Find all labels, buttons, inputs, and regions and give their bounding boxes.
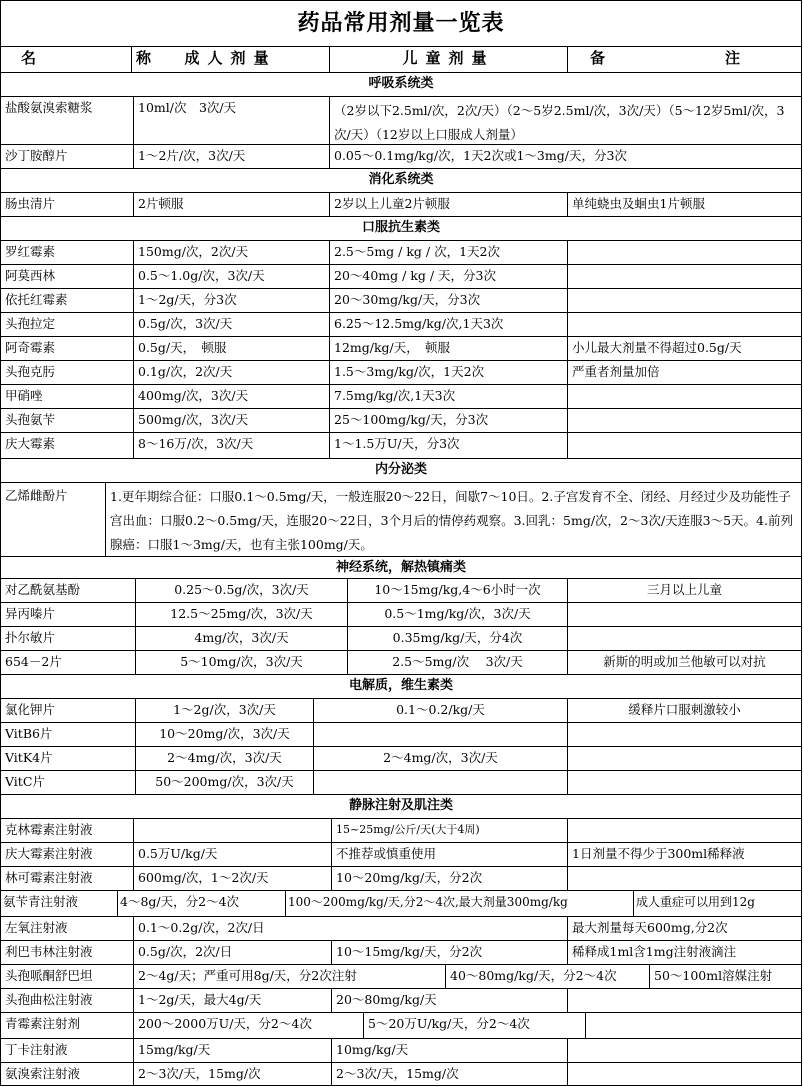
drug-name: 扑尔敏片 xyxy=(5,630,56,645)
child-dose: 6.25～12.5mg/kg/次,1天3次 xyxy=(329,313,567,336)
child-dose: 40～80mg/kg/天，分2～4次 xyxy=(445,965,649,988)
adult-dose: 10ml/次 3次/天 xyxy=(133,97,329,144)
adult-dose: 50～200mg/次，3次/天 xyxy=(135,771,313,794)
adult-dose: 15mg/kg/天 xyxy=(133,1039,331,1062)
table-row xyxy=(0,264,802,288)
table-row xyxy=(0,360,802,384)
note: 新斯的明或加兰他敏可以对抗 xyxy=(567,651,801,674)
child-dose: （2岁以下2.5ml/次，2次/天）（2～5岁2.5ml/次，3次/天）（5～12岁5ml/次，3次/天）（12岁以上口服成人剂量） xyxy=(329,97,801,144)
adult-dose: 0.25～0.5g/次，3次/天 xyxy=(135,579,347,602)
table-row xyxy=(0,964,802,988)
child-dose: 0.05～0.1mg/kg/次，1天2次或1～3mg/天，分3次 xyxy=(329,145,801,168)
adult-dose: 10～20mg/次，3次/天 xyxy=(135,723,313,746)
adult-dose: 0.5g/天， 顿服 xyxy=(133,337,329,360)
page-title: 药品常用剂量一览表 xyxy=(297,10,505,36)
drug-name: 氨溴索注射液 xyxy=(5,1066,81,1081)
adult-dose: 200～2000万U/天，分2～4次 xyxy=(133,1013,363,1038)
header-note: 备 注 xyxy=(567,47,801,72)
header-row xyxy=(0,46,802,72)
section-title: 神经系统，解热镇痛类 xyxy=(335,560,466,575)
drug-name: 林可霉素注射液 xyxy=(5,870,93,885)
note xyxy=(567,747,801,770)
adult-dose: 2～4g/天；严重可用8g/天，分2次注射 xyxy=(133,965,445,988)
adult-dose: 8～16万/次，3次/天 xyxy=(133,433,329,458)
adult-dose: 0.1～0.2g/次，2次/日 xyxy=(133,917,567,940)
child-dose: 20～30mg/kg/天，分3次 xyxy=(329,289,567,312)
child-dose: 10～20mg/kg/天，分2次 xyxy=(331,867,567,890)
note xyxy=(585,1013,801,1038)
table-row xyxy=(0,698,802,722)
section-row xyxy=(0,72,802,96)
table-row xyxy=(0,746,802,770)
adult-dose: 150mg/次，2次/天 xyxy=(133,241,329,264)
table-row xyxy=(0,722,802,746)
header-adult: 成人剂量 xyxy=(131,47,329,72)
note: 小儿最大剂量不得超过0.5g/天 xyxy=(567,337,801,360)
section-title: 静脉注射及肌注类 xyxy=(348,798,453,813)
table-row xyxy=(0,96,802,144)
adult-dose: 4～8g/天，分2～4次 xyxy=(117,891,285,916)
adult-dose: 1～2g/天，最大4g/天 xyxy=(133,989,331,1012)
note xyxy=(567,771,801,794)
table-row xyxy=(0,988,802,1012)
drug-name: 利巴韦林注射液 xyxy=(5,944,93,959)
adult-dose: 0.5g/次，2次/日 xyxy=(133,941,331,964)
drug-name: 乙烯雌酚片 xyxy=(5,488,68,503)
child-dose: 5～20万U/kg/天，分2～4次 xyxy=(363,1013,585,1038)
table-row xyxy=(0,940,802,964)
child-dose: 15~25mg/公斤/天(大于4周) xyxy=(331,819,567,842)
child-dose: 0.1～0.2/kg/天 xyxy=(313,699,567,722)
drug-name: 头孢克肟 xyxy=(5,364,56,379)
drug-name: 左氧注射液 xyxy=(5,920,68,935)
child-dose: 10～15mg/kg,4～6小时一次 xyxy=(347,579,567,602)
child-dose: 25～100mg/kg/天，分3次 xyxy=(329,409,567,432)
adult-dose: 4mg/次，3次/天 xyxy=(135,627,347,650)
section-title: 口服抗生素类 xyxy=(361,220,440,235)
drug-name: 青霉素注射剂 xyxy=(5,1016,81,1031)
drug-name: 依托红霉素 xyxy=(5,292,68,307)
note xyxy=(567,289,801,312)
drug-name: 甲硝唑 xyxy=(5,388,43,403)
table-row xyxy=(0,1038,802,1062)
child-dose: 1.5～3mg/kg/次，1天2次 xyxy=(329,361,567,384)
table-row xyxy=(0,650,802,674)
note: 最大剂量每天600mg,分2次 xyxy=(567,917,801,940)
table-row xyxy=(0,144,802,168)
note: 单纯蛲虫及蛔虫1片顿服 xyxy=(567,193,801,216)
table-row xyxy=(0,626,802,650)
child-dose: 0.35mg/kg/天，分4次 xyxy=(347,627,567,650)
note xyxy=(567,1039,801,1062)
note xyxy=(567,409,801,432)
drug-name: VitK4片 xyxy=(5,750,53,765)
table-row xyxy=(0,288,802,312)
table-row xyxy=(0,312,802,336)
child-dose: 2～4mg/次，3次/天 xyxy=(313,747,567,770)
child-dose xyxy=(313,771,567,794)
adult-dose: 1～2片/次，3次/天 xyxy=(133,145,329,168)
table-row xyxy=(0,916,802,940)
child-dose: 2.5～5mg / kg / 次，1天2次 xyxy=(329,241,567,264)
child-dose: 10mg/kg/天 xyxy=(331,1039,567,1062)
note: 三月以上儿童 xyxy=(567,579,801,602)
adult-dose xyxy=(133,819,331,842)
note xyxy=(567,989,801,1012)
drug-name: 克林霉素注射液 xyxy=(5,822,93,837)
adult-dose: 0.5g/次，3次/天 xyxy=(133,313,329,336)
note: 缓释片口服刺激较小 xyxy=(567,699,801,722)
note: 稀释成1ml含1mg注射液滴注 xyxy=(567,941,801,964)
note xyxy=(567,313,801,336)
table-row xyxy=(0,336,802,360)
table-row xyxy=(0,866,802,890)
child-dose: 2岁以上儿童2片顿服 xyxy=(329,193,567,216)
drug-name: 头孢曲松注射液 xyxy=(5,992,93,1007)
adult-dose: 0.5～1.0g/次，3次/天 xyxy=(133,265,329,288)
table-row xyxy=(0,890,802,916)
table-row xyxy=(0,192,802,216)
table-row xyxy=(0,770,802,794)
note: 50～100ml溶媒注射 xyxy=(649,965,801,988)
drug-name: VitC片 xyxy=(5,774,45,789)
title-row xyxy=(0,0,802,46)
adult-dose: 500mg/次，3次/天 xyxy=(133,409,329,432)
adult-dose: 2片顿服 xyxy=(133,193,329,216)
drug-name: 丁卡注射液 xyxy=(5,1042,68,1057)
note xyxy=(567,385,801,408)
child-dose: 2～3次/天，15mg/次 xyxy=(331,1063,567,1086)
child-dose: 20～80mg/kg/天 xyxy=(331,989,567,1012)
note: 1日剂量不得少于300ml稀释液 xyxy=(567,843,801,866)
note xyxy=(567,867,801,890)
table-row xyxy=(0,1012,802,1038)
child-dose xyxy=(313,723,567,746)
section-row xyxy=(0,794,802,818)
drug-name: 罗红霉素 xyxy=(5,244,56,259)
drug-name: 肠虫清片 xyxy=(5,196,56,211)
child-dose: 0.5～1mg/kg/次，3次/天 xyxy=(347,603,567,626)
table-row xyxy=(0,578,802,602)
adult-dose: 0.5万U/kg/天 xyxy=(133,843,331,866)
section-title: 消化系统类 xyxy=(368,172,434,187)
note: 严重者剂量加倍 xyxy=(567,361,801,384)
adult-dose: 400mg/次，3次/天 xyxy=(133,385,329,408)
header-child: 儿童剂量 xyxy=(329,47,567,72)
child-dose: 7.5mg/kg/次,1天3次 xyxy=(329,385,567,408)
drug-name: 异丙嗪片 xyxy=(5,606,56,621)
dose-description: 1.更年期综合征：口服0.1～0.5mg/天，一般连服20～22日，间歇7～10日。2.子宫发育不全、闭经、月经过少及功能性子宫出血：口服0.2～0.5mg/天，连服20～22日，3个月后的情停药观察。3.回乳：5mg/次，2～3次/天连服3～5天。4.前列腺癌：口服1～3mg/天，也有主张100mg/天。 xyxy=(105,483,801,556)
drug-name: 沙丁胺醇片 xyxy=(5,148,68,163)
table-row xyxy=(0,1062,802,1086)
table-row xyxy=(0,842,802,866)
drug-name: 氨苄青注射液 xyxy=(3,894,79,909)
child-dose: 1～1.5万U/天，分3次 xyxy=(329,433,567,458)
table-row xyxy=(0,818,802,842)
note xyxy=(567,819,801,842)
drug-name: 阿莫西林 xyxy=(5,268,56,283)
section-title: 电解质，维生素类 xyxy=(348,678,453,693)
adult-dose: 600mg/次，1～2次/天 xyxy=(133,867,331,890)
section-row xyxy=(0,556,802,578)
drug-name: 654－2片 xyxy=(5,654,62,669)
drug-name: 阿奇霉素 xyxy=(5,340,56,355)
drug-name: VitB6片 xyxy=(5,726,53,741)
note xyxy=(567,723,801,746)
note xyxy=(567,241,801,264)
adult-dose: 1～2g/次，3次/天 xyxy=(135,699,313,722)
child-dose: 20～40mg / kg / 天，分3次 xyxy=(329,265,567,288)
drug-name: 氯化钾片 xyxy=(5,702,56,717)
child-dose: 10～15mg/kg/天，分2次 xyxy=(331,941,567,964)
drug-name: 对乙酰氨基酚 xyxy=(5,582,81,597)
section-title: 内分泌类 xyxy=(374,462,427,477)
section-row xyxy=(0,458,802,482)
note xyxy=(567,603,801,626)
child-dose: 不推荐或慎重使用 xyxy=(331,843,567,866)
drug-name: 庆大霉素注射液 xyxy=(5,846,93,861)
table-row xyxy=(0,240,802,264)
adult-dose: 5～10mg/次，3次/天 xyxy=(135,651,347,674)
child-dose: 2.5～5mg/次 3次/天 xyxy=(347,651,567,674)
table-row xyxy=(0,482,802,556)
adult-dose: 12.5～25mg/次，3次/天 xyxy=(135,603,347,626)
section-title: 呼吸系统类 xyxy=(368,76,434,91)
adult-dose: 2～4mg/次，3次/天 xyxy=(135,747,313,770)
table-bottom-border xyxy=(0,1085,802,1086)
note xyxy=(567,265,801,288)
adult-dose: 2～3次/天，15mg/次 xyxy=(133,1063,331,1086)
note xyxy=(567,433,801,458)
drug-name: 盐酸氨溴索糖浆 xyxy=(5,100,93,115)
adult-dose: 0.1g/次，2次/天 xyxy=(133,361,329,384)
table-row xyxy=(0,432,802,458)
drug-name: 庆大霉素 xyxy=(5,436,56,451)
adult-dose: 1～2g/天，分3次 xyxy=(133,289,329,312)
drug-name: 头孢拉定 xyxy=(5,316,56,331)
section-row xyxy=(0,674,802,698)
note: 成人重症可以用到12g xyxy=(633,891,801,916)
drug-name: 头孢氨苄 xyxy=(5,412,56,427)
header-name: 名 称 xyxy=(21,49,160,67)
drug-name: 头孢哌酮舒巴坦 xyxy=(5,968,93,983)
table-row xyxy=(0,408,802,432)
table-row xyxy=(0,602,802,626)
section-row xyxy=(0,168,802,192)
child-dose: 12mg/kg/天， 顿服 xyxy=(329,337,567,360)
table-row xyxy=(0,384,802,408)
note xyxy=(567,1063,801,1086)
note xyxy=(567,627,801,650)
child-dose: 100～200mg/kg/天,分2～4次,最大剂量300mg/kg xyxy=(285,891,633,916)
section-row xyxy=(0,216,802,240)
